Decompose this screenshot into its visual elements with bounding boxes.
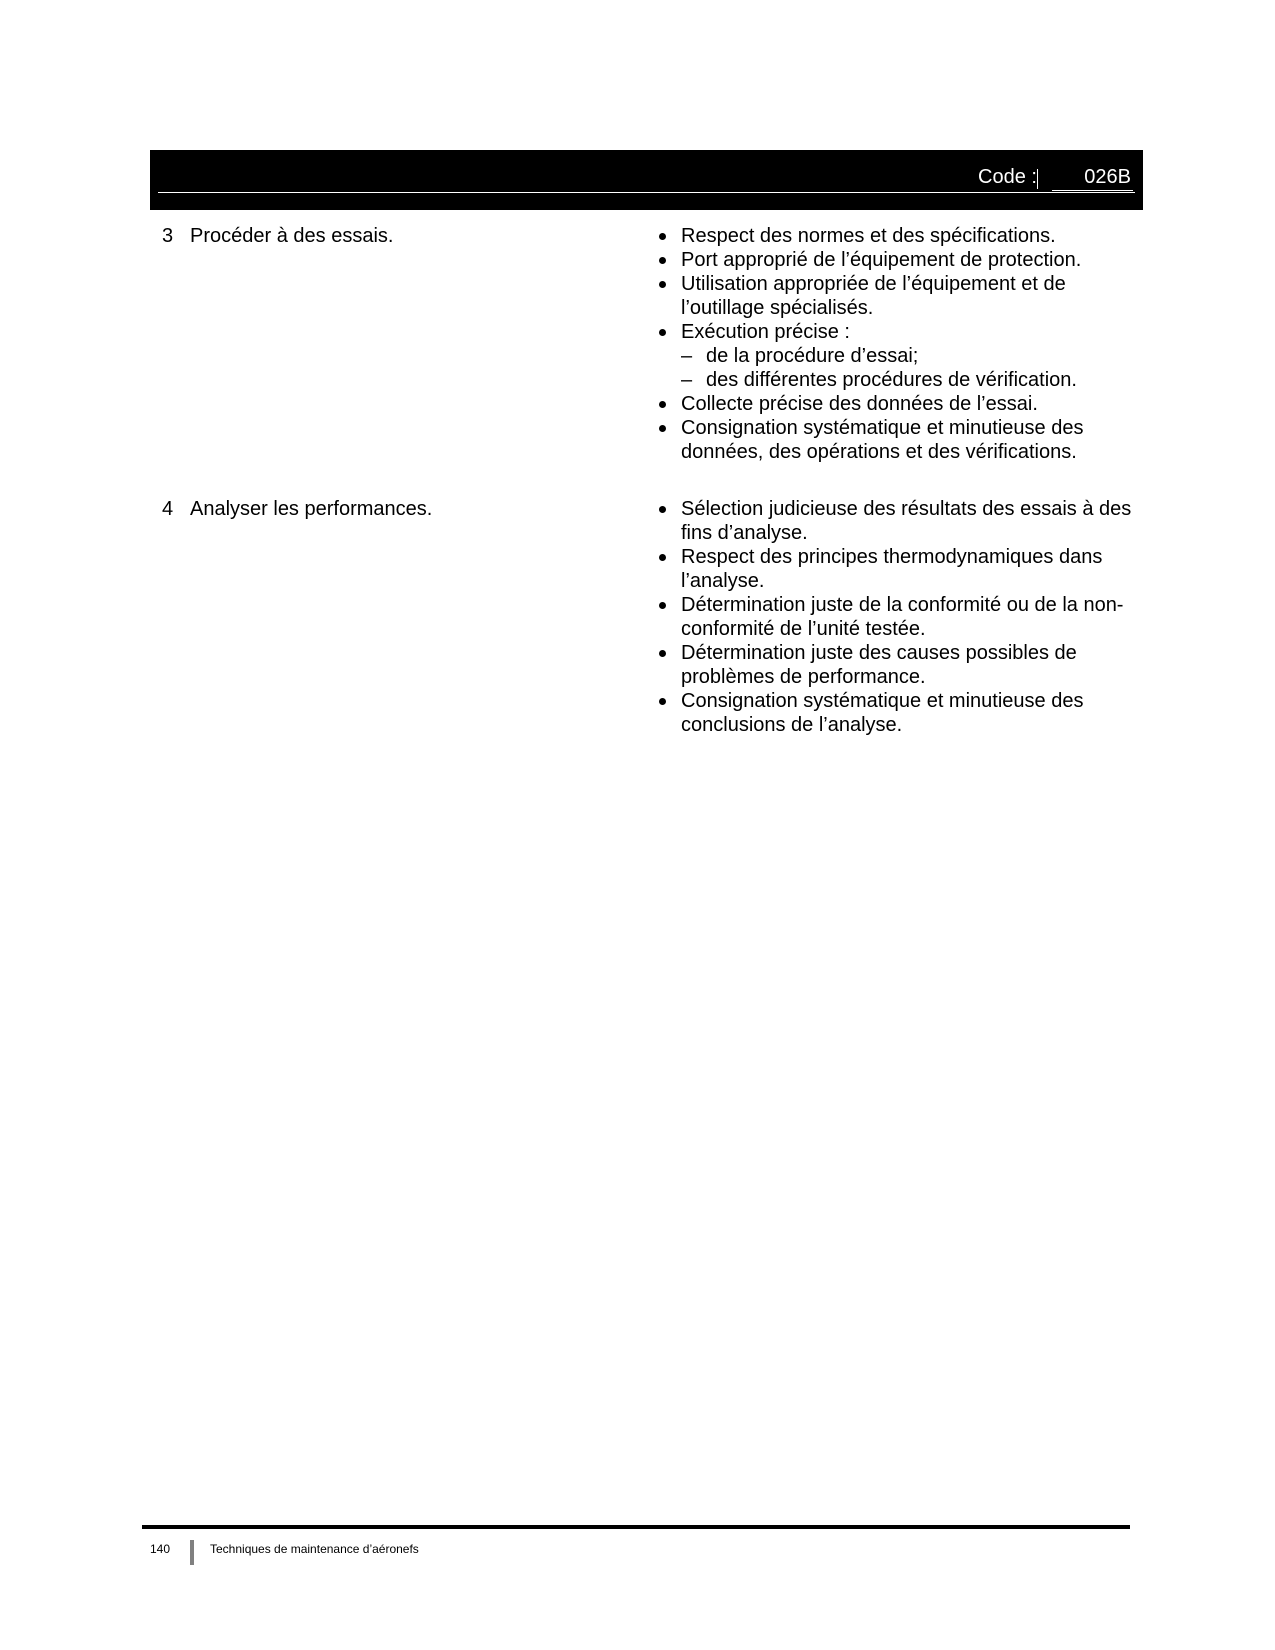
criterion: Utilisation appropriée de l’équipement et de l’outillage spécialisés. <box>656 272 1136 320</box>
sub-criterion: – des différentes procédures de vérification. <box>681 369 1077 391</box>
code-separator <box>1037 169 1038 189</box>
criterion: Consignation systématique et minutieuse des conclusions de l’analyse. <box>656 689 1136 737</box>
code-value: 026B <box>1084 166 1131 188</box>
step-4 <box>162 497 432 521</box>
bullet-icon <box>659 602 666 609</box>
criterion: Port approprié de l’équipement de protection. <box>656 248 1136 272</box>
footer-separator <box>190 1540 194 1565</box>
criterion: Respect des normes et des spécifications. <box>656 224 1136 248</box>
criterion: Consignation systématique et minutieuse des données, des opérations et des vérifications. <box>656 416 1136 464</box>
step-number: 4 <box>162 498 174 520</box>
criterion: Exécution précise : – de la procédure d’essai; – des différentes procédures de vérification. <box>656 320 1136 392</box>
criterion: Respect des principes thermodynamiques dans l’analyse. <box>656 545 1136 593</box>
step-label: Procéder à des essais. <box>190 225 394 247</box>
criterion: Collecte précise des données de l’essai. <box>656 392 1136 416</box>
page-number: 140 <box>150 1542 171 1556</box>
criterion: Sélection judicieuse des résultats des essais à des fins d’analyse. <box>656 497 1136 545</box>
criterion: Détermination juste des causes possibles de problèmes de performance. <box>656 641 1136 689</box>
step-number: 3 <box>162 225 174 247</box>
criteria-list <box>656 497 1136 737</box>
sub-criterion: – de la procédure d’essai; <box>681 345 919 367</box>
bullet-icon <box>659 233 666 240</box>
bullet-icon <box>659 506 666 513</box>
header-bar <box>150 150 1143 210</box>
bullet-icon <box>659 329 666 336</box>
dash-icon: – <box>681 369 693 391</box>
bullet-icon <box>659 257 666 264</box>
criteria-list <box>656 224 1136 464</box>
bullet-icon <box>659 281 666 288</box>
bullet-icon <box>659 554 666 561</box>
step-3 <box>162 224 393 248</box>
bullet-icon <box>659 425 666 432</box>
footer-title: Techniques de maintenance d’aéronefs <box>210 1542 419 1556</box>
bullet-icon <box>659 650 666 657</box>
footer-rule <box>142 1525 1130 1529</box>
criterion: Détermination juste de la conformité ou de la non-conformité de l’unité testée. <box>656 593 1136 641</box>
bullet-icon <box>659 401 666 408</box>
code-label: Code : <box>978 166 1037 188</box>
bullet-icon <box>659 698 666 705</box>
code-underline <box>1052 190 1133 191</box>
dash-icon: – <box>681 345 693 367</box>
sub-criteria-list <box>681 344 1136 392</box>
header-rule <box>158 192 1135 193</box>
step-label: Analyser les performances. <box>190 498 433 520</box>
